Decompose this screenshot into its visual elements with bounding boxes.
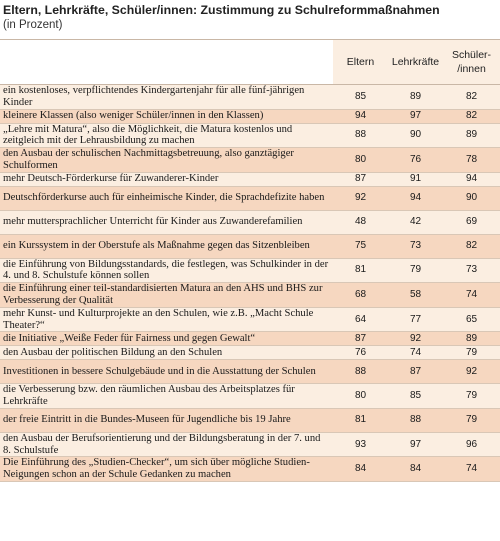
- row-label: der freie Eintritt in die Bundes-Museen für Jugendliche bis 19 Jahre: [0, 408, 333, 432]
- table-row: [0, 172, 500, 186]
- table-row: [0, 186, 500, 210]
- value-parents: 80: [333, 384, 388, 409]
- value-students: 82: [443, 85, 500, 110]
- table-row: [0, 234, 500, 258]
- value-teachers: 42: [388, 210, 443, 234]
- table-header-row: [0, 40, 500, 85]
- value-students: 79: [443, 408, 500, 432]
- value-parents: 48: [333, 210, 388, 234]
- table-row: [0, 432, 500, 457]
- value-students: 89: [443, 123, 500, 148]
- table-row: [0, 148, 500, 173]
- value-teachers: 87: [388, 360, 443, 384]
- table-row: [0, 210, 500, 234]
- row-label: mehr Deutsch-Förderkurse für Zuwanderer-Kinder: [0, 172, 333, 186]
- column-header-teachers: Lehrkräfte: [388, 40, 443, 85]
- value-teachers: 85: [388, 384, 443, 409]
- value-teachers: 58: [388, 283, 443, 308]
- row-label: mehr muttersprachlicher Unterricht für Kinder aus Zuwanderefamilien: [0, 210, 333, 234]
- table-row: [0, 457, 500, 482]
- row-label: die Einführung von Bildungsstandards, die festlegen, was Schulkinder in der 4. und 8. Schulstufe können sollen: [0, 258, 333, 283]
- table-row: [0, 109, 500, 123]
- value-parents: 81: [333, 408, 388, 432]
- value-students: 92: [443, 360, 500, 384]
- header: [0, 0, 500, 39]
- row-label: den Ausbau der Berufsorientierung und der Bildungsberatung in der 7. und 8. Schulstufe: [0, 432, 333, 457]
- value-teachers: 77: [388, 307, 443, 332]
- row-label: die Initiative „Weiße Feder für Fairness und gegen Gewalt“: [0, 332, 333, 346]
- value-teachers: 84: [388, 457, 443, 482]
- value-teachers: 74: [388, 346, 443, 360]
- table-row: [0, 332, 500, 346]
- value-parents: 94: [333, 109, 388, 123]
- row-label: den Ausbau der politischen Bildung an den Schulen: [0, 346, 333, 360]
- value-teachers: 79: [388, 258, 443, 283]
- value-parents: 88: [333, 360, 388, 384]
- value-parents: 68: [333, 283, 388, 308]
- row-label: Investitionen in bessere Schulgebäude und in die Ausstattung der Schulen: [0, 360, 333, 384]
- value-teachers: 88: [388, 408, 443, 432]
- value-parents: 92: [333, 186, 388, 210]
- column-header-students: Schüler- /innen: [443, 40, 500, 85]
- page-title: Eltern, Lehrkräfte, Schüler/innen: Zustimmung zu Schulreformmaßnahmen: [3, 3, 440, 17]
- row-label: den Ausbau der schulischen Nachmittagsbetreuung, also ganztägiger Schulformen: [0, 148, 333, 173]
- row-label: ein Kurssystem in der Oberstufe als Maßnahme gegen das Sitzenbleiben: [0, 234, 333, 258]
- value-parents: 75: [333, 234, 388, 258]
- row-label: Die Einführung des „Studien-Checker“, um sich über mögliche Studien-Neigungen schon an der Schule Gedanken zu machen: [0, 457, 333, 482]
- value-parents: 88: [333, 123, 388, 148]
- header-label-blank: [0, 40, 333, 85]
- value-students: 69: [443, 210, 500, 234]
- row-label: mehr Kunst- und Kulturprojekte an den Schulen, wie z.B. „Macht Schule Theater?“: [0, 307, 333, 332]
- row-label: ein kostenloses, verpflichtendes Kindergartenjahr für alle fünf-jährigen Kinder: [0, 85, 333, 110]
- value-students: 74: [443, 457, 500, 482]
- table-row: [0, 258, 500, 283]
- table-body: [0, 85, 500, 482]
- value-teachers: 92: [388, 332, 443, 346]
- value-parents: 80: [333, 148, 388, 173]
- value-students: 94: [443, 172, 500, 186]
- row-label: kleinere Klassen (also weniger Schüler/innen in den Klassen): [0, 109, 333, 123]
- value-teachers: 91: [388, 172, 443, 186]
- value-students: 96: [443, 432, 500, 457]
- value-students: 82: [443, 234, 500, 258]
- table-row: [0, 85, 500, 110]
- value-students: 74: [443, 283, 500, 308]
- page-subtitle: (in Prozent): [3, 19, 63, 31]
- value-students: 78: [443, 148, 500, 173]
- value-parents: 81: [333, 258, 388, 283]
- value-teachers: 94: [388, 186, 443, 210]
- value-parents: 87: [333, 332, 388, 346]
- value-parents: 84: [333, 457, 388, 482]
- value-teachers: 97: [388, 432, 443, 457]
- value-students: 79: [443, 346, 500, 360]
- value-parents: 93: [333, 432, 388, 457]
- value-students: 65: [443, 307, 500, 332]
- value-teachers: 90: [388, 123, 443, 148]
- value-teachers: 73: [388, 234, 443, 258]
- value-teachers: 76: [388, 148, 443, 173]
- row-label: „Lehre mit Matura“, also die Möglichkeit, die Matura kostenlos und zeitgleich mit der Lehrausbildung zu machen: [0, 123, 333, 148]
- row-label: die Einführung einer teil-standardisierten Matura an den AHS und BHS zur Verbesserung der Qualität: [0, 283, 333, 308]
- column-header-parents: Eltern: [333, 40, 388, 85]
- row-label: die Verbesserung bzw. den räumlichen Ausbau des Arbeitsplatzes für Lehrkräfte: [0, 384, 333, 409]
- value-students: 82: [443, 109, 500, 123]
- table-row: [0, 123, 500, 148]
- row-label: Deutschförderkurse auch für einheimische Kinder, die Sprachdefizite haben: [0, 186, 333, 210]
- table-row: [0, 384, 500, 409]
- table-row: [0, 307, 500, 332]
- survey-table: [0, 39, 500, 482]
- value-parents: 87: [333, 172, 388, 186]
- value-students: 90: [443, 186, 500, 210]
- value-parents: 76: [333, 346, 388, 360]
- value-students: 89: [443, 332, 500, 346]
- value-teachers: 97: [388, 109, 443, 123]
- table-row: [0, 408, 500, 432]
- table-row: [0, 360, 500, 384]
- value-parents: 85: [333, 85, 388, 110]
- table-row: [0, 346, 500, 360]
- table-row: [0, 283, 500, 308]
- value-students: 73: [443, 258, 500, 283]
- value-students: 79: [443, 384, 500, 409]
- value-teachers: 89: [388, 85, 443, 110]
- value-parents: 64: [333, 307, 388, 332]
